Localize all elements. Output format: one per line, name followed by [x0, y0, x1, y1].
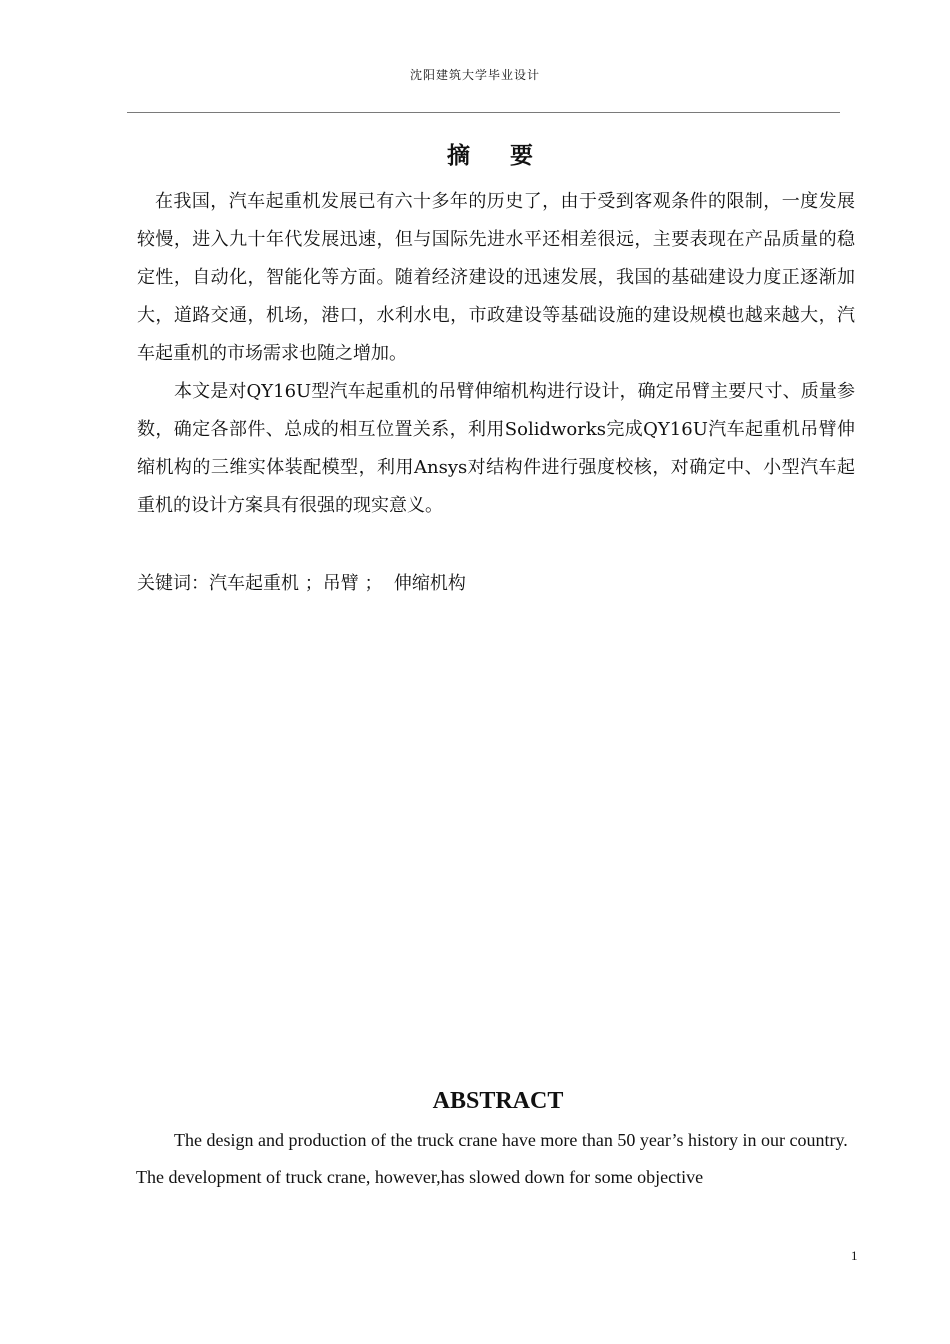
- abstract-paragraph-2: 本文是对QY16U型汽车起重机的吊臂伸缩机构进行设计，确定吊臂主要尺寸、质量参数，确定各部件、总成的相互位置关系，利用Solidworks完成QY16U汽车起重机吊臂伸缩机构的三维实体装配模型，利用Ansys对结构件进行强度校核，对确定中、小型汽车起重机的设计方案具有很强的现实意义。: [137, 381, 855, 516]
- abstract-title-en: ABSTRACT: [432, 1088, 564, 1114]
- header-divider: [127, 112, 840, 113]
- keywords-label: 关键词：: [137, 573, 209, 594]
- abstract-title-zh: 摘 要: [446, 143, 549, 169]
- abstract-body-en: [136, 1122, 856, 1196]
- abstract-paragraph-en: The design and production of the truck crane have more than 50 year’s history in our country. The development of truck crane, however,has slowed down for some objective: [136, 1130, 848, 1187]
- running-header: 沈阳建筑大学毕业设计: [409, 68, 540, 82]
- abstract-paragraph-1: 在我国，汽车起重机发展已有六十多年的历史了，由于受到客观条件的限制，一度发展较慢，进入九十年代发展迅速，但与国际先进水平还相差很远，主要表现在产品质量的稳定性，自动化，智能化等方面。随着经济建设的迅速发展，我国的基础建设力度正逐渐加大，道路交通，机场，港口，水利水电，市政建设等基础设施的建设规模也越来越大，汽车起重机的市场需求也随之增加。: [137, 191, 855, 364]
- abstract-body-zh: [137, 183, 855, 525]
- page-number: 1: [851, 1248, 858, 1263]
- keywords-text: 汽车起重机 ；吊臂 ； 伸缩机构: [209, 573, 466, 594]
- keywords-line: [137, 570, 466, 598]
